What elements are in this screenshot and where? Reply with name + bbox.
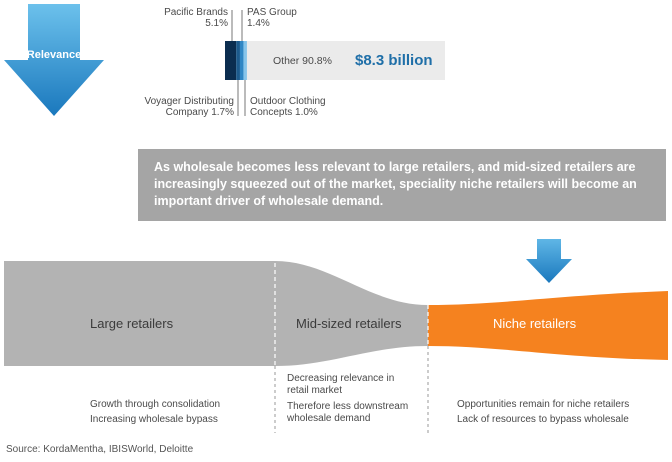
pas-group-name: PAS Group — [247, 7, 297, 18]
pacific-brands-name: Pacific Brands — [164, 7, 228, 18]
mid-note-3: Therefore less downstream — [287, 401, 409, 412]
mid-note-4: wholesale demand — [287, 413, 371, 424]
large-retailers-band — [4, 261, 428, 366]
market-total-value: $8.3 billion — [355, 52, 433, 69]
niche-retailers-notes — [457, 397, 629, 427]
niche-down-arrow-icon — [526, 239, 572, 283]
large-note-2: Increasing wholesale bypass — [90, 414, 218, 425]
callout-text: As wholesale becomes less relevant to large retailers, and mid-sized retailers are increasingly squeezed out of the market, speciality niche retailers will become an important driver of wholesale demand. — [154, 160, 637, 208]
pas-group-label — [247, 7, 327, 29]
large-retailers-notes — [90, 397, 220, 427]
pas-group-share: 1.4% — [247, 18, 270, 29]
voyager-line-2: Company 1.7% — [165, 107, 234, 118]
niche-retailers-label: Niche retailers — [493, 316, 577, 331]
pacific-brands-share: 5.1% — [205, 18, 228, 29]
large-retailers-label: Large retailers — [90, 316, 174, 331]
large-note-1: Growth through consolidation — [90, 399, 221, 410]
share-segment-outdoor-clothing-concepts — [243, 41, 247, 80]
outdoor-line-2: Concepts 1.0% — [250, 107, 318, 118]
relevance-label: Relevance — [26, 49, 82, 61]
mid-note-2: retail market — [287, 385, 343, 396]
share-segment-voyager-distributing-company — [236, 41, 240, 80]
other-share-label: Other 90.8% — [273, 55, 332, 67]
pacific-brands-label — [150, 7, 228, 29]
outdoor-label — [250, 96, 350, 118]
mid-retailers-label: Mid-sized retailers — [296, 316, 402, 331]
source-note: Source: KordaMentha, IBISWorld, Deloitte — [6, 444, 194, 455]
share-segment-pas-group — [240, 41, 244, 80]
niche-note-2: Lack of resources to bypass wholesale — [457, 414, 629, 425]
mid-retailers-notes — [287, 373, 408, 425]
outdoor-line-1: Outdoor Clothing — [250, 96, 326, 107]
voyager-line-1: Voyager Distributing — [144, 96, 234, 107]
share-segment-pacific-brands — [225, 41, 236, 80]
callout-box — [138, 149, 666, 221]
niche-note-1: Opportunities remain for niche retailers — [457, 399, 630, 410]
mid-note-1: Decreasing relevance in — [287, 373, 395, 384]
voyager-label — [120, 96, 234, 118]
